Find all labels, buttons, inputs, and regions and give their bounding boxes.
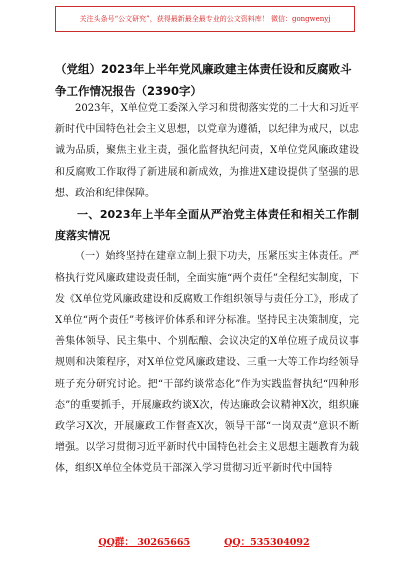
document-body bbox=[55, 98, 359, 480]
header-banner-text: 关注头条号“公文研究”，获得最新最全最专业的公文资料库！ 微信：gongwenyj bbox=[79, 14, 331, 23]
section-heading: 一、2023年上半年全面从严治党主体责任和相关工作制度落实情况 bbox=[55, 208, 359, 243]
header-banner bbox=[55, 6, 355, 32]
footer-contact bbox=[0, 534, 408, 548]
intro-paragraph: 2023年，X单位党工委深入学习和贯彻落实党的二十大和习近平新时代中国特色社会主义思想，以党章为遵循，以纪律为戒尺，以忠诚为品质，聚焦主业主责，强化监督执纪问责，X单位党风廉政建设和反腐败工作取得了新进展和新成效，为推进X建设提供了坚强的思想、政治和纪律保障。 bbox=[55, 103, 359, 199]
footer-qq-group: QQ群： 30265665 bbox=[98, 537, 191, 548]
document-title: （党组）2023年上半年党风廉政建主体责任设和反腐败斗争工作情况报告（2390字） bbox=[55, 62, 352, 98]
section-paragraph: （一）始终坚持在建章立制上狠下功夫，压紧压实主体责任。严格执行党风廉政建设责任制，全面实施“两个责任”全程纪实制度，下发《X单位党风廉政建设和反腐败工作组织领导与责任分工》，形成了X单位“两个责任”考核评价体系和评分标准。坚持民主决策制度，完善集体领导、民主集中、个别酝酿、会议决定的X单位班子成员议事规则和决策程序，对X单位党风廉政建设、三重一大等工作均经领导班子充分研究讨论。把“干部约谈常态化”作为实践监督执纪“四种形态”的重要抓手，开展廉政约谈X次，传达廉政会议精神X次，组织廉政学习X次，开展廉政工作督查X次，领导干部“一岗双责”意识不断增强。以学习贯彻习近平新时代中国特色社会主义思想主题教育为载体，组织X单位全体党员干部深入学习贯彻习近平新时代中国特 bbox=[55, 251, 359, 475]
footer-qq: QQ：535304092 bbox=[224, 537, 310, 548]
